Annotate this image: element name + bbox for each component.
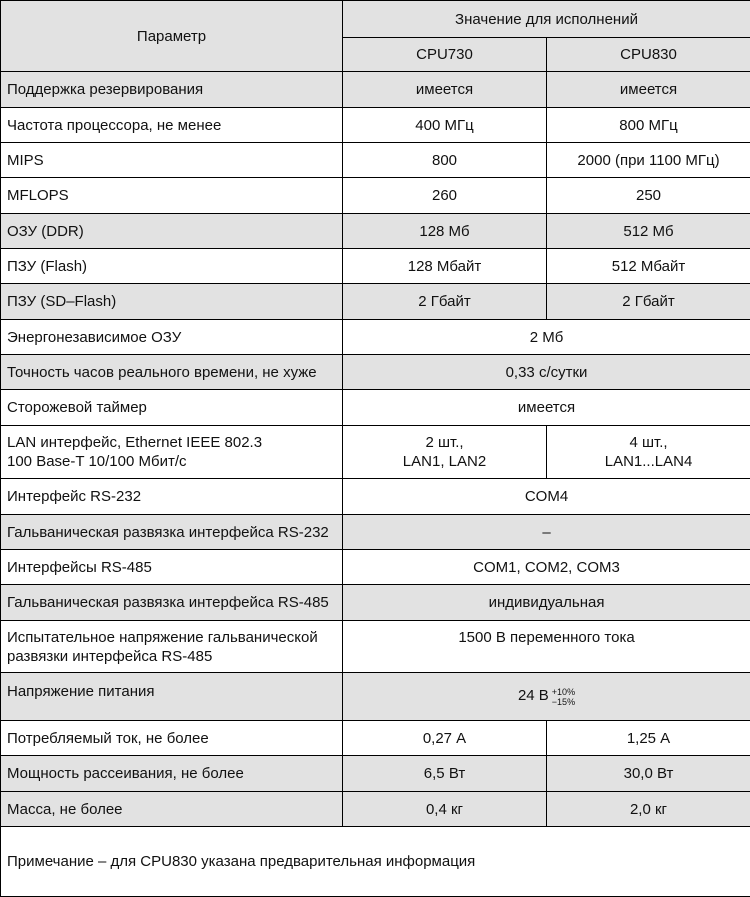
value-line: LAN1, LAN2 xyxy=(403,453,486,470)
value-cell: 250 xyxy=(547,178,750,214)
value-cell: 800 xyxy=(343,143,547,178)
value-line: 2 шт., xyxy=(425,434,463,451)
value-cell: COM1, COM2, COM3 xyxy=(343,550,750,585)
value-cell: 0,4 кг xyxy=(343,792,547,827)
param-cell: MFLOPS xyxy=(1,178,343,214)
table-row xyxy=(1,390,750,426)
table-row xyxy=(1,792,750,827)
value-cell: 1500 В переменного тока xyxy=(343,621,750,673)
value-cell: 128 Мб xyxy=(343,214,547,249)
table-row xyxy=(1,756,750,792)
param-cell: Сторожевой таймер xyxy=(1,390,343,426)
table-row xyxy=(1,178,750,214)
value-line: LAN1...LAN4 xyxy=(605,453,693,470)
table-row xyxy=(1,284,750,320)
param-cell: Гальваническая развязка интерфейса RS-485 xyxy=(1,585,343,621)
value-cell: 2 Гбайт xyxy=(343,284,547,320)
value-cell: – xyxy=(343,515,750,550)
param-cell: MIPS xyxy=(1,143,343,178)
footnote: Примечание – для CPU830 указана предварительная информация xyxy=(1,827,750,897)
table-row xyxy=(1,721,750,756)
param-cell xyxy=(1,426,343,479)
param-cell xyxy=(1,621,343,673)
param-cell: Интерфейсы RS-485 xyxy=(1,550,343,585)
table-row xyxy=(1,249,750,284)
header-col-cpu830: CPU830 xyxy=(547,38,750,72)
table-row xyxy=(1,673,750,721)
header-param: Параметр xyxy=(1,1,343,72)
table-row xyxy=(1,585,750,621)
table-row xyxy=(1,143,750,178)
table-row xyxy=(1,827,750,897)
value-cell: 1,25 А xyxy=(547,721,750,756)
tolerance-plus: +10% xyxy=(552,687,575,697)
param-cell: ОЗУ (DDR) xyxy=(1,214,343,249)
param-cell: Поддержка резервирования xyxy=(1,72,343,108)
table-row xyxy=(1,355,750,390)
param-cell: Энергонезависимое ОЗУ xyxy=(1,320,343,355)
table-row xyxy=(1,426,750,479)
param-line: развязки интерфейса RS-485 xyxy=(7,648,212,665)
table-row xyxy=(1,72,750,108)
param-cell: Масса, не более xyxy=(1,792,343,827)
value-cell: имеется xyxy=(343,390,750,426)
value-cell: COM4 xyxy=(343,479,750,515)
table-row xyxy=(1,320,750,355)
value-cell: 512 Мбайт xyxy=(547,249,750,284)
param-cell: Частота процессора, не менее xyxy=(1,108,343,143)
param-cell: Напряжение питания xyxy=(1,673,343,721)
value-cell: 260 xyxy=(343,178,547,214)
value-line: 4 шт., xyxy=(629,434,667,451)
table-row xyxy=(1,214,750,249)
table-row xyxy=(1,550,750,585)
value-cell: имеется xyxy=(547,72,750,108)
value-cell: 2,0 кг xyxy=(547,792,750,827)
header-col-cpu730: CPU730 xyxy=(343,38,547,72)
param-cell: Мощность рассеивания, не более xyxy=(1,756,343,792)
value-cell: 0,33 с/сутки xyxy=(343,355,750,390)
value-cell: 800 МГц xyxy=(547,108,750,143)
value-cell: 400 МГц xyxy=(343,108,547,143)
value-cell: 2 Гбайт xyxy=(547,284,750,320)
param-cell: Потребляемый ток, не более xyxy=(1,721,343,756)
param-cell: ПЗУ (Flash) xyxy=(1,249,343,284)
param-line: 100 Base-T 10/100 Мбит/с xyxy=(7,453,187,470)
value-cell: 2 Мб xyxy=(343,320,750,355)
value-cell xyxy=(547,426,750,479)
voltage-value: 24 В xyxy=(518,687,549,704)
table-row xyxy=(1,621,750,673)
value-cell: 2000 (при 1100 МГц) xyxy=(547,143,750,178)
table-row xyxy=(1,515,750,550)
value-cell: 6,5 Вт xyxy=(343,756,547,792)
param-cell: Гальваническая развязка интерфейса RS-232 xyxy=(1,515,343,550)
value-cell: 30,0 Вт xyxy=(547,756,750,792)
value-cell: индивидуальная xyxy=(343,585,750,621)
param-line: Испытательное напряжение гальванической xyxy=(7,629,318,646)
value-cell xyxy=(343,426,547,479)
value-cell: имеется xyxy=(343,72,547,108)
voltage-tolerance xyxy=(552,687,575,707)
value-cell xyxy=(343,673,750,721)
table-row xyxy=(1,108,750,143)
param-line: LAN интерфейс, Ethernet IEEE 802.3 xyxy=(7,434,262,451)
param-cell: Интерфейс RS-232 xyxy=(1,479,343,515)
value-cell: 512 Мб xyxy=(547,214,750,249)
table-row xyxy=(1,479,750,515)
value-cell: 0,27 А xyxy=(343,721,547,756)
header-values-group: Значение для исполнений xyxy=(343,1,750,38)
param-cell: Точность часов реального времени, не хуже xyxy=(1,355,343,390)
value-cell: 128 Мбайт xyxy=(343,249,547,284)
tolerance-minus: −15% xyxy=(552,697,575,707)
param-cell: ПЗУ (SD–Flash) xyxy=(1,284,343,320)
